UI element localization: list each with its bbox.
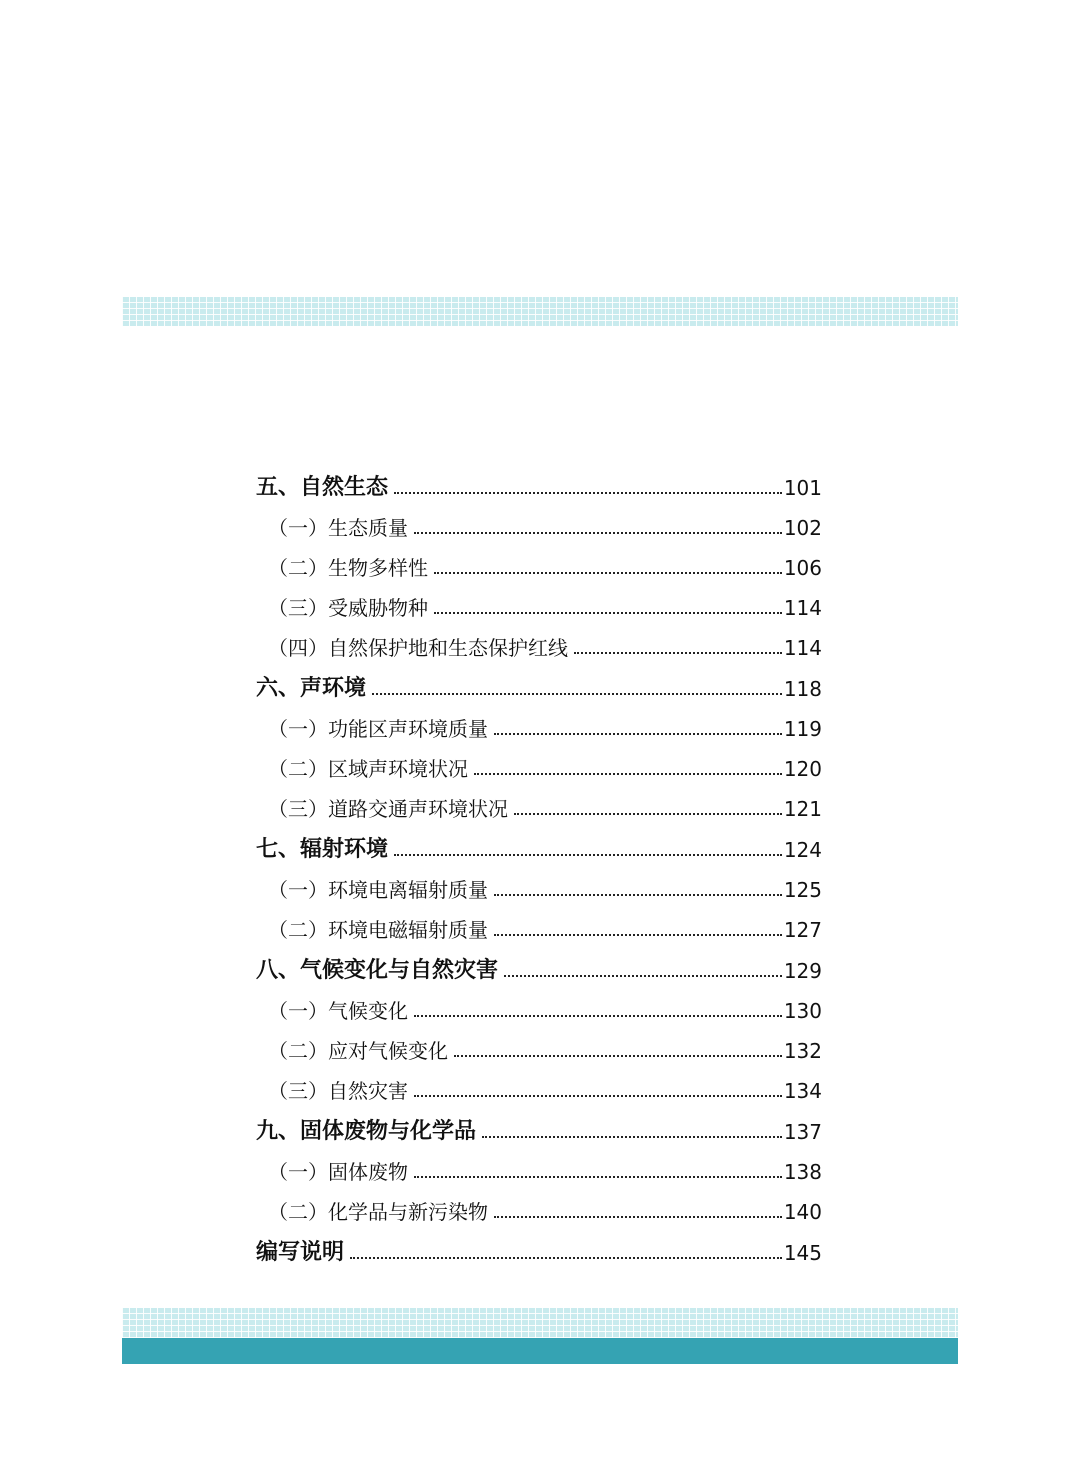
toc-entry-title: （三）自然灾害 bbox=[268, 1079, 408, 1103]
toc-page-number: 134 bbox=[783, 1079, 822, 1103]
toc-section-entry[interactable] bbox=[256, 865, 822, 905]
toc-section-entry[interactable] bbox=[256, 744, 822, 784]
toc-chapter-entry[interactable] bbox=[256, 824, 822, 865]
toc-page-number: 137 bbox=[783, 1120, 822, 1144]
top-grid-band bbox=[122, 297, 958, 326]
toc-dot-leader bbox=[414, 1015, 782, 1017]
toc-dot-leader bbox=[474, 773, 782, 775]
toc-dot-leader bbox=[394, 492, 782, 494]
toc-section-entry[interactable] bbox=[256, 905, 822, 945]
toc-section-entry[interactable] bbox=[256, 583, 822, 623]
toc-section-entry[interactable] bbox=[256, 543, 822, 583]
toc-entry-title: （一）气候变化 bbox=[268, 999, 408, 1023]
toc-page-number: 101 bbox=[783, 476, 822, 500]
toc-page-number: 132 bbox=[783, 1039, 822, 1063]
toc-page-number: 114 bbox=[783, 636, 822, 660]
toc-chapter-entry[interactable] bbox=[256, 462, 822, 503]
toc-page-number: 120 bbox=[783, 757, 822, 781]
toc-section-entry[interactable] bbox=[256, 1187, 822, 1227]
toc-entry-title: （三）道路交通声环境状况 bbox=[268, 797, 508, 821]
toc-dot-leader bbox=[394, 854, 782, 856]
toc-dot-leader bbox=[574, 652, 782, 654]
toc-entry-title: （一）环境电离辐射质量 bbox=[268, 878, 488, 902]
toc-dot-leader bbox=[434, 572, 782, 574]
toc-entry-title: 六、声环境 bbox=[256, 676, 367, 701]
toc-entry-title: 五、自然生态 bbox=[256, 475, 389, 500]
toc-page-number: 119 bbox=[783, 717, 822, 741]
toc-dot-leader bbox=[514, 813, 782, 815]
toc-dot-leader bbox=[504, 975, 782, 977]
toc-page-number: 121 bbox=[783, 797, 822, 821]
toc-dot-leader bbox=[414, 1095, 782, 1097]
footer-accent-bar bbox=[122, 1338, 958, 1364]
toc-page-number: 130 bbox=[783, 999, 822, 1023]
toc-entry-title: 九、固体废物与化学品 bbox=[256, 1119, 477, 1144]
toc-dot-leader bbox=[414, 1176, 782, 1178]
toc-dot-leader bbox=[494, 894, 782, 896]
toc-page-number: 106 bbox=[783, 556, 822, 580]
toc-page-number: 127 bbox=[783, 918, 822, 942]
toc-entry-title: （二）生物多样性 bbox=[268, 556, 428, 580]
toc-dot-leader bbox=[434, 612, 782, 614]
toc-dot-leader bbox=[494, 733, 782, 735]
toc-entry-title: （二）区域声环境状况 bbox=[268, 757, 468, 781]
toc-dot-leader bbox=[414, 532, 782, 534]
toc-entry-title: 七、辐射环境 bbox=[256, 837, 389, 862]
toc-dot-leader bbox=[350, 1257, 782, 1259]
toc-section-entry[interactable] bbox=[256, 1026, 822, 1066]
toc-page-number: 124 bbox=[783, 838, 822, 862]
toc-dot-leader bbox=[494, 934, 782, 936]
toc-entry-title: （二）环境电磁辐射质量 bbox=[268, 918, 488, 942]
toc-page-number: 102 bbox=[783, 516, 822, 540]
toc-entry-title: （一）生态质量 bbox=[268, 516, 408, 540]
toc-dot-leader bbox=[372, 693, 782, 695]
toc-entry-title: （二）应对气候变化 bbox=[268, 1039, 448, 1063]
toc-section-entry[interactable] bbox=[256, 1066, 822, 1106]
toc-entry-title: （二）化学品与新污染物 bbox=[268, 1200, 488, 1224]
toc-entry-title: 编写说明 bbox=[256, 1240, 345, 1265]
toc-dot-leader bbox=[454, 1055, 782, 1057]
toc-entry-title: 八、气候变化与自然灾害 bbox=[256, 958, 499, 983]
toc-section-entry[interactable] bbox=[256, 784, 822, 824]
toc-page-number: 138 bbox=[783, 1160, 822, 1184]
toc-dot-leader bbox=[482, 1136, 782, 1138]
toc-chapter-entry[interactable] bbox=[256, 1106, 822, 1147]
toc-page-number: 140 bbox=[783, 1200, 822, 1224]
toc-entry-title: （三）受威胁物种 bbox=[268, 596, 428, 620]
toc-page-number: 125 bbox=[783, 878, 822, 902]
toc-section-entry[interactable] bbox=[256, 704, 822, 744]
table-of-contents bbox=[256, 462, 822, 1268]
toc-dot-leader bbox=[494, 1216, 782, 1218]
toc-chapter-entry[interactable] bbox=[256, 1227, 822, 1268]
bottom-grid-band bbox=[122, 1308, 958, 1338]
toc-entry-title: （一）固体废物 bbox=[268, 1160, 408, 1184]
toc-chapter-entry[interactable] bbox=[256, 663, 822, 704]
toc-page-number: 145 bbox=[783, 1241, 822, 1265]
toc-page-number: 114 bbox=[783, 596, 822, 620]
toc-page-number: 118 bbox=[783, 677, 822, 701]
toc-page-number: 129 bbox=[783, 959, 822, 983]
toc-entry-title: （四）自然保护地和生态保护红线 bbox=[268, 636, 568, 660]
toc-section-entry[interactable] bbox=[256, 623, 822, 663]
toc-entry-title: （一）功能区声环境质量 bbox=[268, 717, 488, 741]
toc-section-entry[interactable] bbox=[256, 503, 822, 543]
toc-section-entry[interactable] bbox=[256, 986, 822, 1026]
toc-chapter-entry[interactable] bbox=[256, 945, 822, 986]
toc-section-entry[interactable] bbox=[256, 1147, 822, 1187]
